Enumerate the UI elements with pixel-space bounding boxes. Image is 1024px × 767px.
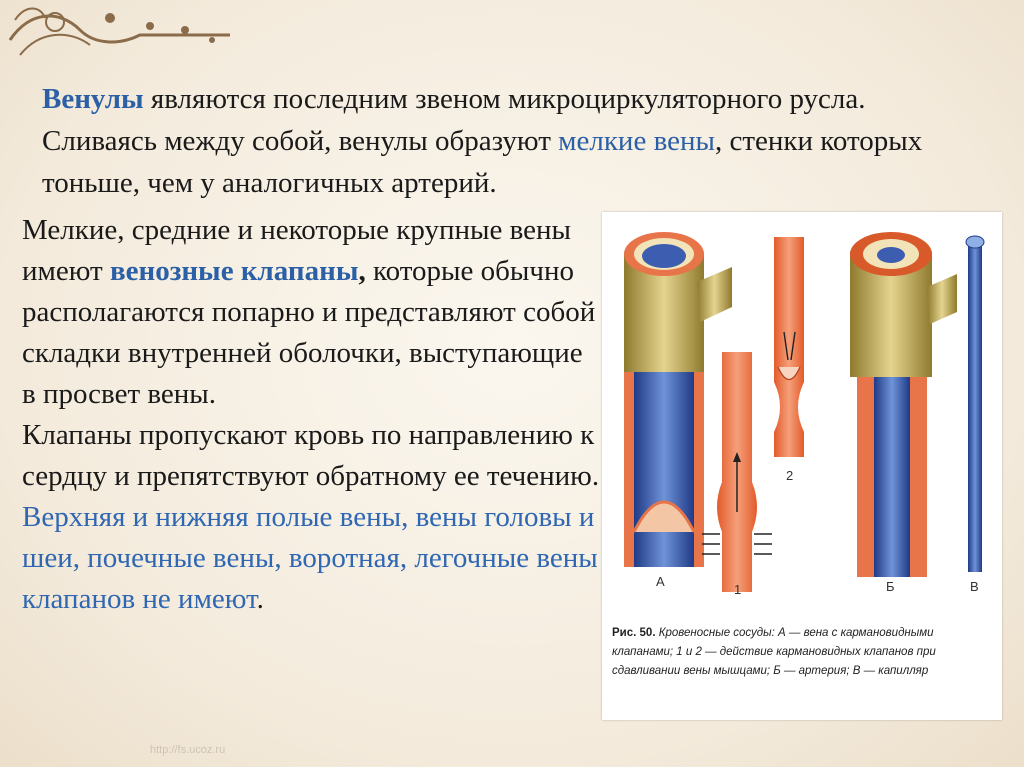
intro-highlight: мелкие вены — [558, 125, 715, 157]
label-a: А — [656, 574, 665, 589]
corner-ornament — [0, 0, 240, 75]
vessel-figure — [602, 212, 1002, 720]
label-v: В — [970, 579, 979, 594]
paragraph-2-period: . — [256, 583, 264, 615]
label-1: 1 — [734, 582, 742, 597]
watermark: http://fs.ucoz.ru — [150, 744, 226, 756]
term-venous-valves: венозные клапаны — [109, 255, 359, 287]
vein-a-drawing — [624, 232, 732, 567]
label-2: 2 — [786, 468, 794, 483]
vessel-illustration — [602, 212, 1002, 622]
caption-text: Кровеносные сосуды: А — вена с кармановидными клапанами; 1 и 2 — действие кармановидных клапанов при сдавливании вены мышцами; Б — артерия; В — капилляр — [612, 627, 936, 677]
main-text — [22, 210, 602, 620]
paragraph-2-text-1: Клапаны пропускают кровь по направлению к сердцу и препятствуют обратному ее течению. — [22, 419, 600, 492]
caption-title: Рис. 50. — [612, 627, 656, 639]
term-venules: Венулы — [42, 83, 144, 115]
paragraph-1-text-2: которые обычно располагаются попарно и представляют собой складки внутренней оболочки, выступающие в просвет вены. — [22, 255, 596, 410]
intro-paragraph — [42, 78, 972, 204]
paragraph-function — [22, 415, 602, 620]
paragraph-2-highlight: Верхняя и нижняя полые вены, вены головы и шеи, почечные вены, воротная, легочные вены клапанов не имеют — [22, 501, 598, 615]
paragraph-1-text-1: Мелкие, средние и некоторые крупные вены имеют — [22, 214, 572, 287]
vessel-1-drawing — [702, 352, 772, 592]
intro-text-2: , стенки которых тоньше, чем у аналогичных артерий. — [42, 125, 923, 199]
vessel-2-drawing — [774, 237, 804, 457]
label-b: Б — [886, 579, 895, 594]
capillary-v-drawing — [966, 236, 984, 572]
figure-caption — [612, 624, 996, 681]
intro-text-1: являются последним звеном микроциркуляторного русла. Сливаясь между собой, венулы образуют — [42, 83, 866, 157]
paragraph-valves — [22, 210, 602, 415]
paragraph-1-comma: , — [358, 255, 366, 287]
artery-b-drawing — [850, 232, 957, 577]
